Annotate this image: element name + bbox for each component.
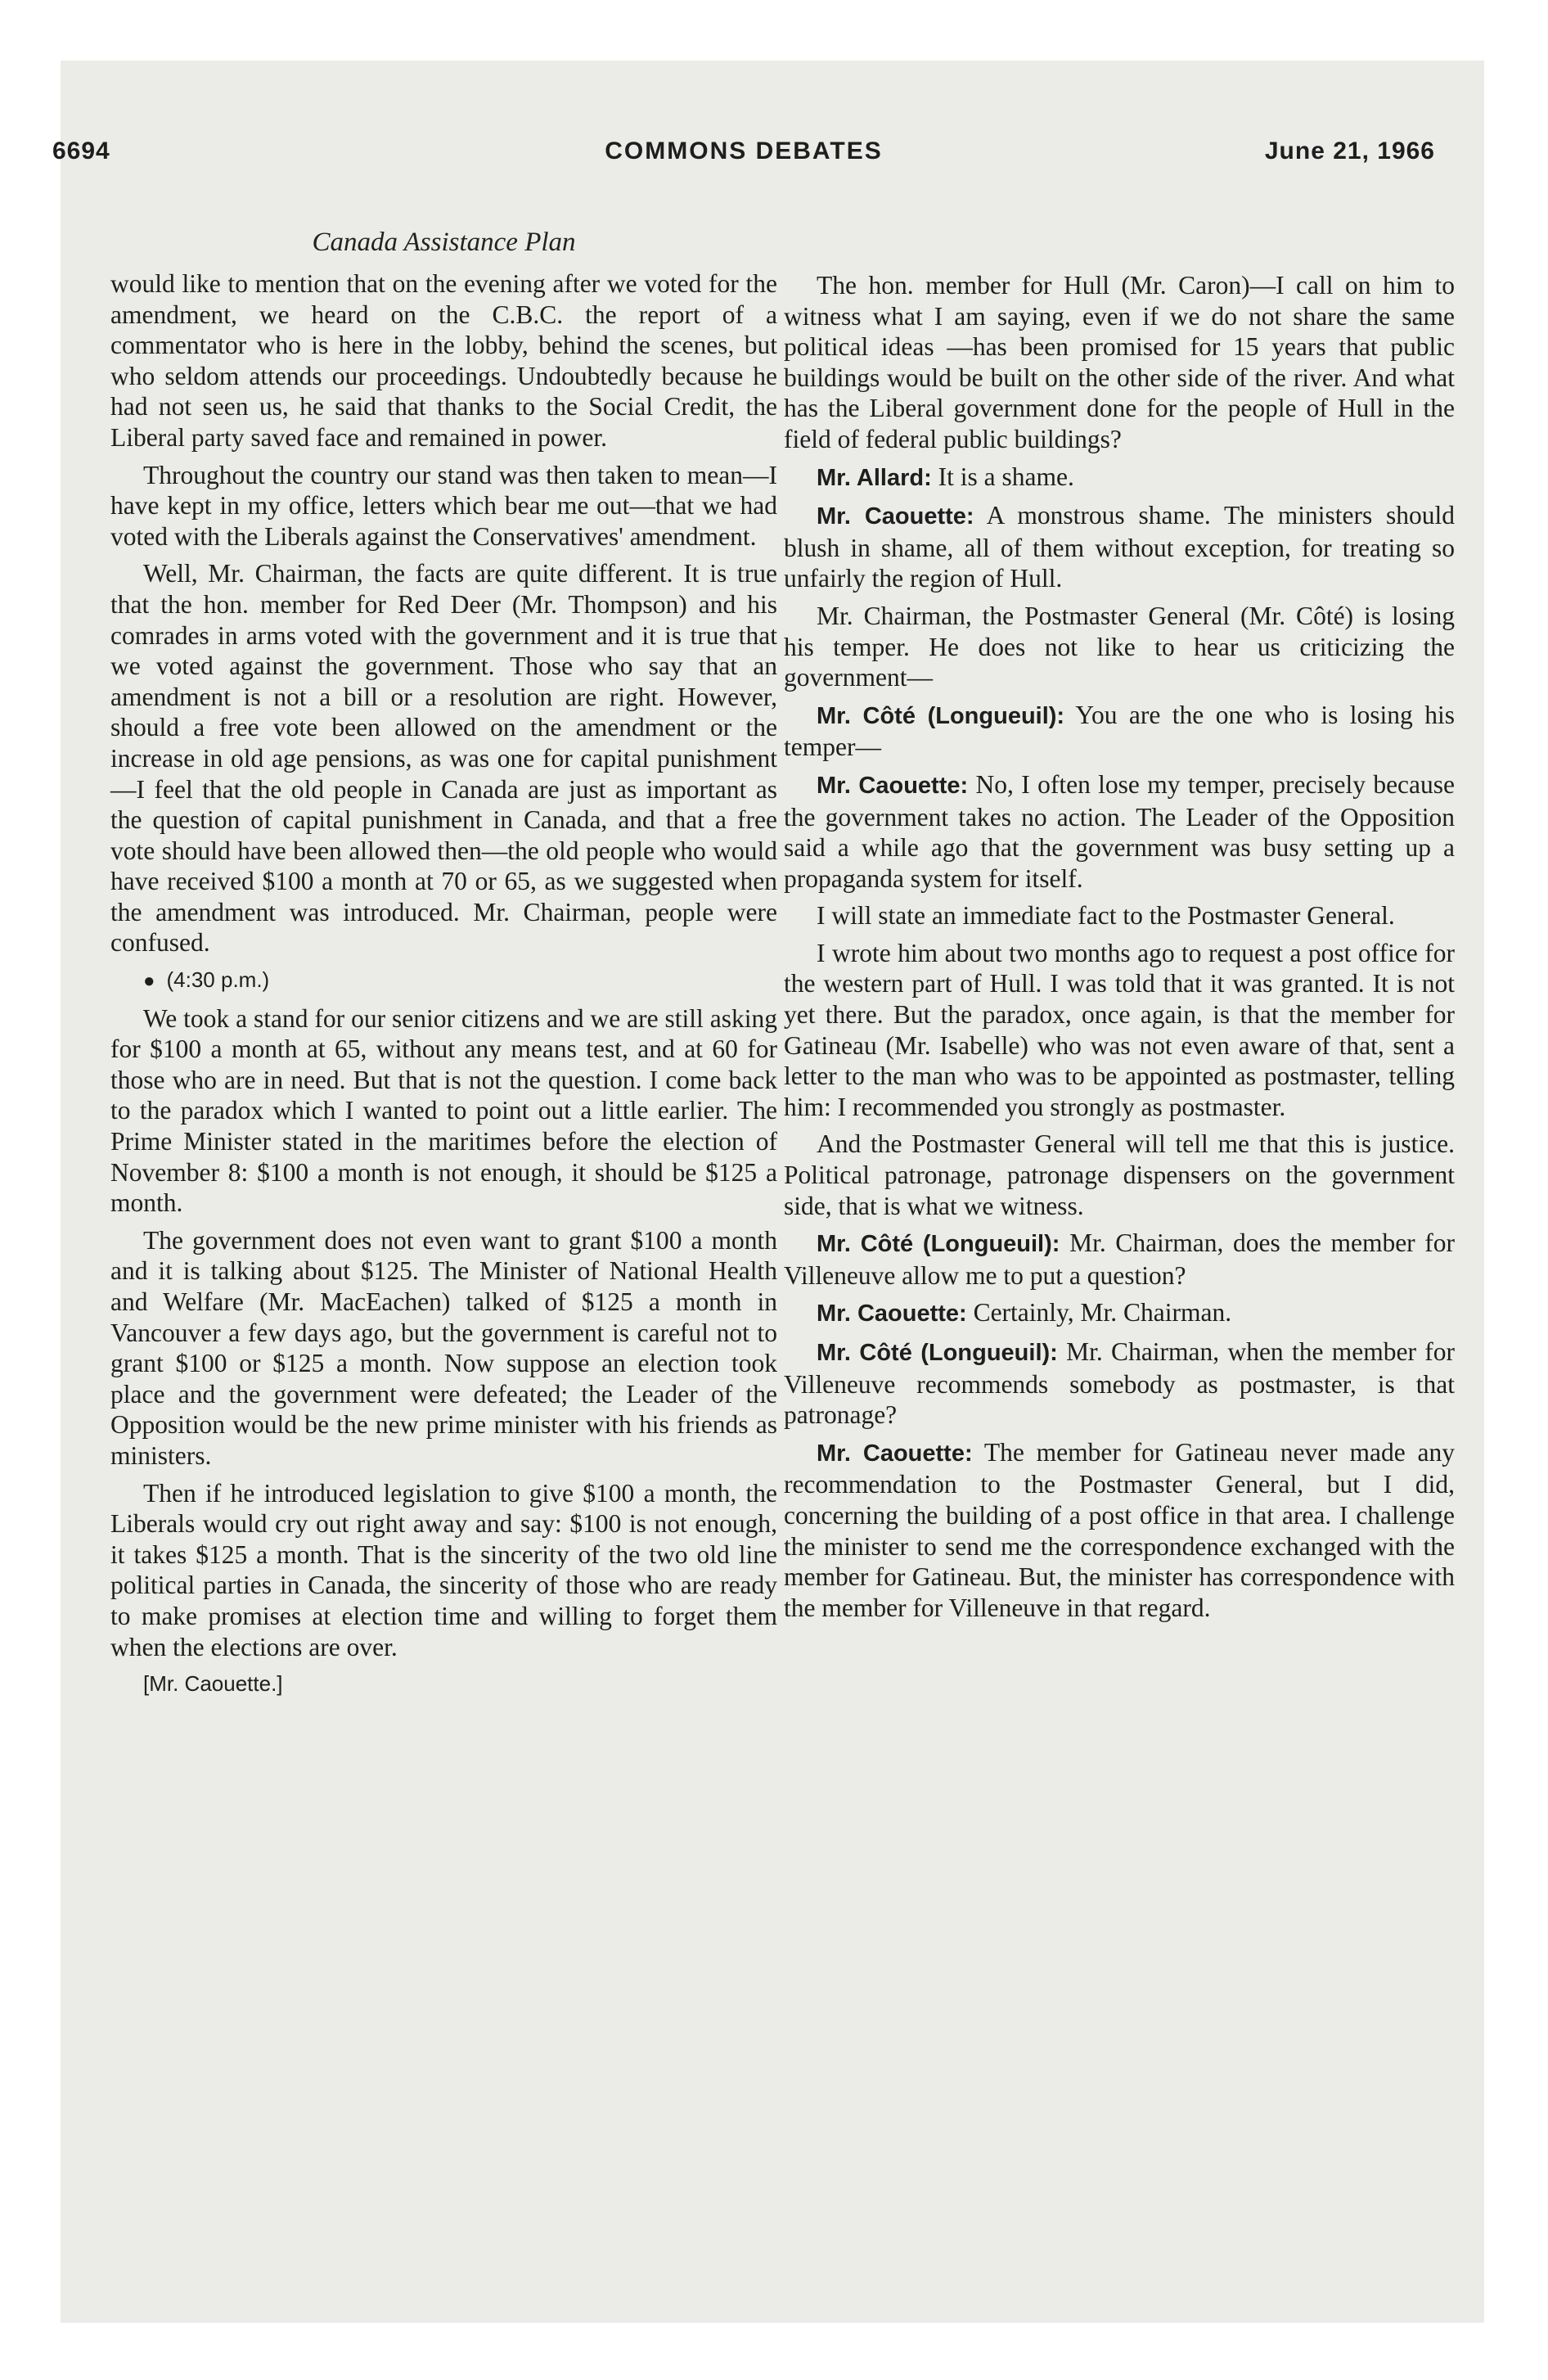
speaker-name: Mr. Caouette: (817, 772, 969, 799)
right-column (784, 270, 1455, 1629)
left-column (110, 268, 777, 1706)
paragraph: The hon. member for Hull (Mr. Caron)—I call on him to witness what I am saying, even if we do not share the same political ideas —has been promised for 15 years that public buildings would be built on the other side of the river. And what has the Liberal government done for the people of Hull in the field of federal public buildings? (784, 271, 1455, 453)
speech-text: Certainly, Mr. Chairman. (973, 1298, 1232, 1327)
paragraph: I wrote him about two months ago to request a post office for the western part of Hull. I was told that it was granted. It is not yet there. But the paradox, once again, is that the member for Gatineau (Mr. Isabelle) who was not even aware of that, sent a letter to the man who was to be appointed as postmaster, telling him: I recommended you strongly as postmaster. (784, 938, 1455, 1121)
paragraph: The government does not even want to grant $100 a month and it is talking about $125. The Minister of National Health and Welfare (Mr. MacEachen) talked of $125 a month in Vancouver a few days ago, but the government is careful not to grant $100 or $125 a month. Now suppose an election took place and the government were defeated; the Leader of the Opposition would be the new prime minister with his friends as ministers. (110, 1225, 777, 1470)
paragraph: I will state an immediate fact to the Postmaster General. (817, 901, 1395, 931)
page-date: June 21, 1966 (1264, 137, 1435, 165)
time-stamp: (4:30 p.m.) (166, 967, 270, 993)
page-header (52, 137, 1435, 170)
speech-text: Mr. Chairman, when the member for Villeneuve recommends somebody as postmaster, is that patronage? (784, 1337, 1456, 1430)
time-marker (110, 965, 777, 997)
paragraph: We took a stand for our senior citizens and we are still asking for $100 a month at 65, without any means test, and at 60 for those who are in need. But that is not the question. I come back to the paradox which I wanted to point out a little earlier. The Prime Minister stated in the maritimes before the election of November 8: $100 a month is not enough, it should be $125 a month. (110, 1003, 777, 1218)
paragraph: would like to mention that on the evening after we voted for the amendment, we heard on the C.B.C. the report of a commentator who is here in the lobby, behind the scenes, but who seldom attends our proceedings. Undoubtedly because he had not seen us, he said that thanks to the Social Credit, the Liberal party saved face and remained in power. (110, 269, 777, 452)
speech (784, 1336, 1455, 1431)
speech (784, 462, 1455, 494)
speaker-name: Mr. Caouette: (817, 1300, 967, 1327)
speech-text: Mr. Chairman, does the member for Villeneuve allow me to put a question? (784, 1228, 1456, 1290)
speech (784, 500, 1455, 594)
speech-text: You are the one who is losing his temper— (784, 700, 1455, 762)
speech-text: A monstrous shame. The ministers should blush in shame, all of them without exception, for treating so unfairly the region of Hull. (784, 501, 1456, 593)
publication-title: COMMONS DEBATES (605, 137, 883, 165)
speech (784, 1437, 1455, 1624)
bullet-icon: ● (143, 970, 155, 993)
speaker-name: Mr. Côté (Longueuil): (817, 702, 1065, 729)
speaker-name: Mr. Caouette: (817, 503, 974, 530)
speech-text: No, I often lose my temper, precisely because the government takes no action. The Leader of the Opposition said a while ago that the government was busy setting up a propaganda system for itself. (784, 769, 1456, 893)
speaker-name: Mr. Côté (Longueuil): (817, 1340, 1058, 1366)
speaker-name: Mr. Caouette: (817, 1440, 973, 1467)
speech (784, 1297, 1455, 1330)
page-number: 6694 (52, 137, 110, 165)
speaker-name: Mr. Allard: (817, 464, 932, 491)
speaker-signature: [Mr. Caouette.] (143, 1671, 283, 1697)
section-subtitle: Canada Assistance Plan (312, 228, 576, 257)
paragraph: Throughout the country our stand was then taken to mean—I have kept in my office, letters which bear me out—that we had voted with the Liberals against the Conservatives' amendment. (110, 460, 777, 551)
paragraph: Mr. Chairman, the Postmaster General (Mr. Côté) is losing his temper. He does not like to hear us criticizing the government— (784, 601, 1455, 692)
speech (784, 769, 1455, 894)
paragraph: And the Postmaster General will tell me that this is justice. Political patronage, patronage dispensers on the government side, that is what we witness. (784, 1129, 1455, 1220)
speaker-name: Mr. Côté (Longueuil): (817, 1231, 1060, 1258)
speech-text: It is a shame. (938, 462, 1074, 491)
speech (784, 700, 1455, 763)
speech (784, 1228, 1455, 1291)
paragraph: Well, Mr. Chairman, the facts are quite different. It is true that the hon. member for Red Deer (Mr. Thompson) and his comrades in arms voted with the government and it is true that we voted against the government. Those who say that an amendment is not a bill or a resolution are right. However, should a free vote been allowed on the amendment or the increase in old age pensions, as was one for capital punishment—I feel that the old people in Canada are just as important as the question of capital punishment in Canada, and that a free vote should have been allowed then—the old people who would have received $100 a month at 70 or 65, as we suggested when the amendment was introduced. Mr. Chairman, people were confused. (110, 559, 777, 958)
speech-text: The member for Gatineau never made any recommendation to the Postmaster General, but I did, concerning the building of a post office in that area. I challenge the minister to send me the correspondence exchanged with the member for Gatineau. But, the minister has correspondence with the member for Villeneuve in that regard. (784, 1437, 1455, 1622)
paragraph: Then if he introduced legislation to give $100 a month, the Liberals would cry out right away and say: $100 is not enough, it takes $125 a month. That is the sincerity of the two old line political parties in Canada, the sincerity of those who are ready to make promises at election time and willing to forget them when the elections are over. (110, 1478, 777, 1661)
